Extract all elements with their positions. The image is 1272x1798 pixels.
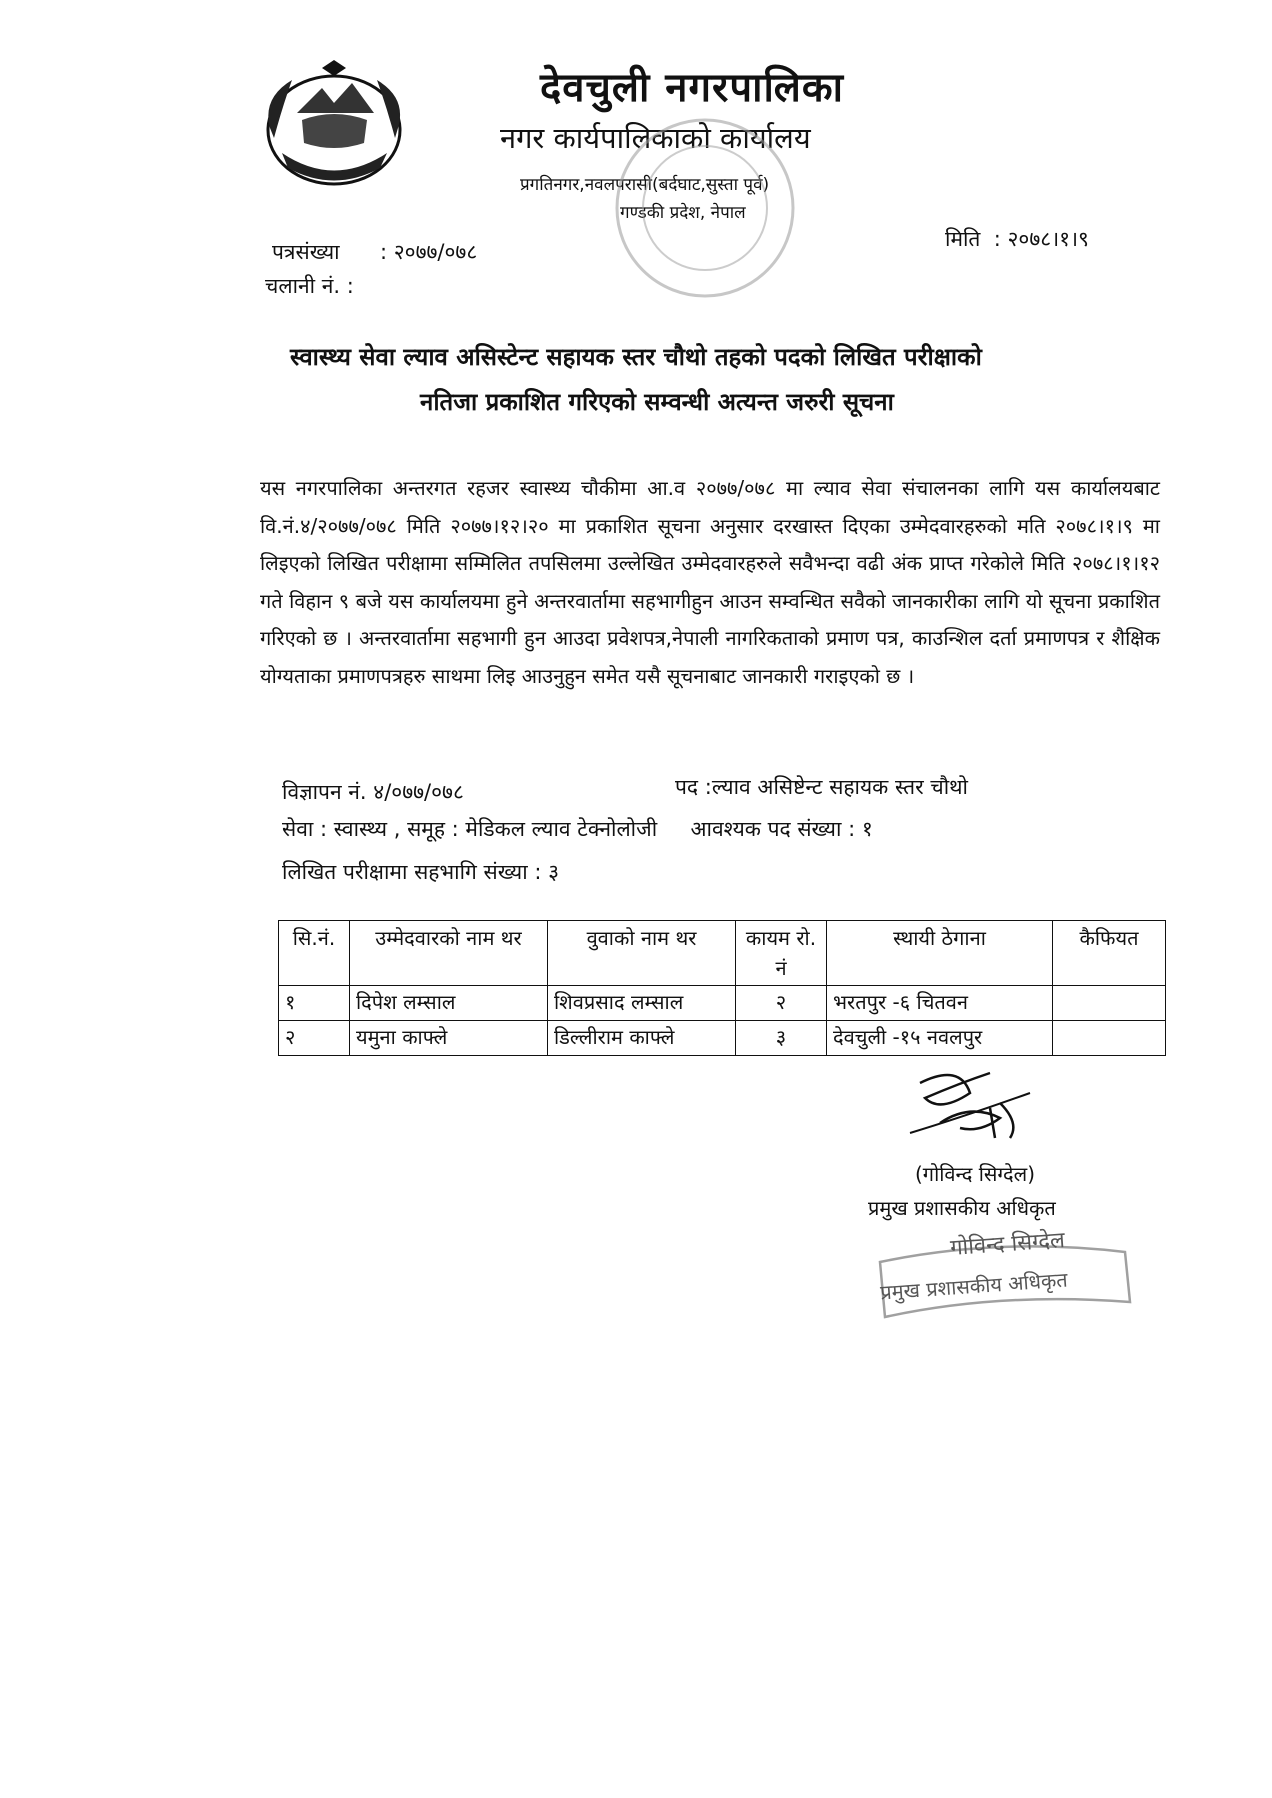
service-group-row bbox=[282, 815, 873, 843]
table-row bbox=[279, 986, 1166, 1021]
results-table bbox=[278, 920, 1166, 1056]
office-name: देवचुली नगरपालिका bbox=[540, 65, 845, 111]
handwritten-signature bbox=[900, 1063, 1060, 1153]
date-label: मिति bbox=[945, 227, 981, 251]
participant-count: लिखित परीक्षामा सहभागि संख्या : ३ bbox=[282, 860, 559, 884]
cell-candidate-name: यमुना काफ्ले bbox=[350, 1021, 548, 1056]
office-subtitle: नगर कार्यपालिकाको कार्यालय bbox=[500, 121, 811, 155]
signer-name: (गोविन्द सिग्देल) bbox=[915, 1162, 1036, 1186]
cell-roll-number: ३ bbox=[736, 1021, 827, 1056]
cell-father-name: शिवप्रसाद लम्साल bbox=[548, 986, 736, 1021]
signer-title: प्रमुख प्रशासकीय अधिकृत bbox=[868, 1196, 1056, 1220]
notice-body: यस नगरपालिका अन्तरगत रहजर स्वास्थ्य चौकीमा आ.व २०७७/०७८ मा ल्याव सेवा संचालनका लागि यस कार्यालयबाट वि.नं.४/२०७७/०७८ मिति २०७७।१२।२० मा प्रकाशित सूचना अनुसार दरखास्त दिएका उम्मेदवारहरुको मति २०७८।१।९ मा लिइएको लिखित परीक्षामा सम्मिलित तपसिलमा उल्लेखित उम्मेदवारहरुले सवैभन्दा वढी अंक प्राप्त गरेकोले मिति २०७८।१।१२ गते विहान ९ बजे यस कार्यालयमा हुने अन्तरवार्तामा सहभागीहुन आउन सम्वन्धित सवैको जानकारीका लागि यो सूचना प्रकाशित गरिएको छ । अन्तरवार्तामा सहभागी हुन आउदा प्रवेशपत्र,नेपाली नागरिकताको प्रमाण पत्र, काउन्शिल दर्ता प्रमाणपत्र र शैक्षिक योग्यताका प्रमाणपत्रहरु साथमा लिइ आउनुहुन समेत यसै सूचनाबाट जानकारी गराइएको छ । bbox=[260, 476, 1160, 688]
notice-title-line1: स्वास्थ्य सेवा ल्याव असिस्टेन्ट सहायक स्तर चौथो तहको पदको लिखित परीक्षाको bbox=[290, 343, 982, 371]
header-father-name: वुवाको नाम थर bbox=[548, 921, 736, 986]
office-address-line2: गण्डकी प्रदेश, नेपाल bbox=[620, 203, 746, 223]
cell-address: देवचुली -१५ नवलपुर bbox=[827, 1021, 1053, 1056]
nepal-emblem-logo bbox=[252, 58, 417, 193]
office-address-line1: प्रगतिनगर,नवलपरासी(बर्दघाट,सुस्ता पूर्व) bbox=[520, 175, 770, 195]
header-permanent-address: स्थायी ठेगाना bbox=[827, 921, 1053, 986]
cell-candidate-name: दिपेश लम्साल bbox=[350, 986, 548, 1021]
cell-serial: २ bbox=[279, 1021, 350, 1056]
patra-sankhya-row bbox=[272, 238, 477, 266]
table-header-row bbox=[279, 921, 1166, 986]
service-group: सेवा : स्वास्थ्य , समूह : मेडिकल ल्याव टेक्नोलोजी bbox=[282, 817, 658, 841]
date-row bbox=[945, 225, 1089, 253]
header-remarks: कैफियत bbox=[1053, 921, 1166, 986]
stamp-officer-name: गोविन्द सिग्देल bbox=[949, 1228, 1066, 1261]
office-round-stamp bbox=[605, 108, 805, 308]
header-candidate-name: उम्मेदवारको नाम थर bbox=[350, 921, 548, 986]
cell-serial: १ bbox=[279, 986, 350, 1021]
chalani-row: चलानी नं. : bbox=[265, 274, 354, 298]
cell-remarks bbox=[1053, 986, 1166, 1021]
cell-remarks bbox=[1053, 1021, 1166, 1056]
header-serial: सि.नं. bbox=[279, 921, 350, 986]
date-value: : २०७८।१।९ bbox=[993, 227, 1089, 251]
required-posts: आवश्यक पद संख्या : १ bbox=[690, 817, 873, 841]
cell-address: भरतपुर -६ चितवन bbox=[827, 986, 1053, 1021]
patra-sankhya-label: पत्रसंख्या bbox=[272, 240, 340, 264]
header-roll-number: कायम रो. नं bbox=[736, 921, 827, 986]
cell-roll-number: २ bbox=[736, 986, 827, 1021]
patra-sankhya-value: : २०७७/०७८ bbox=[380, 240, 478, 264]
cell-father-name: डिल्लीराम काफ्ले bbox=[548, 1021, 736, 1056]
post-title: पद :ल्याव असिष्टेन्ट सहायक स्तर चौथो bbox=[675, 775, 968, 799]
table-row bbox=[279, 1021, 1166, 1056]
notice-title-line2: नतिजा प्रकाशित गरिएको सम्वन्धी अत्यन्त जरुरी सूचना bbox=[420, 388, 894, 416]
stamp-officer-title: प्रमुख प्रशासकीय अधिकृत bbox=[879, 1267, 1069, 1305]
advertisement-number: विज्ञापन नं. ४/०७७/०७८ bbox=[282, 780, 464, 804]
